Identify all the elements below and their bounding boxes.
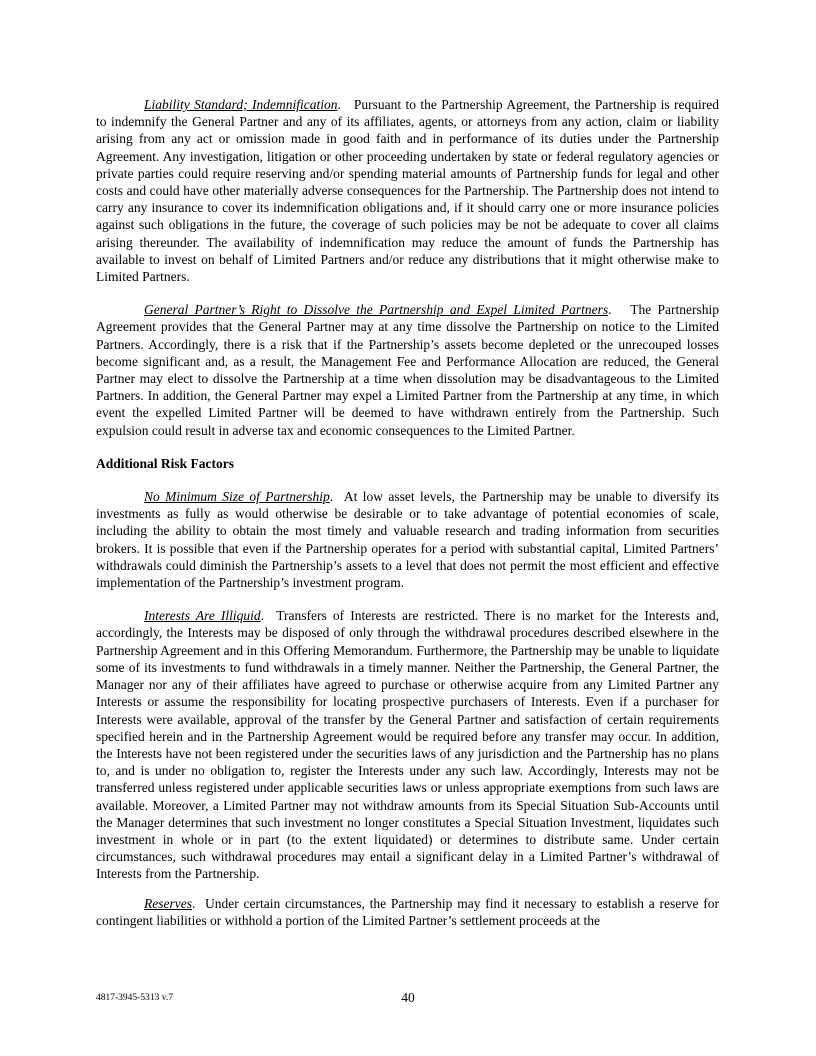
- risk-lead: Reserves: [144, 895, 192, 911]
- risk-lead: No Minimum Size of Partnership: [144, 489, 330, 505]
- additional-risk-factors-heading: Additional Risk Factors: [96, 455, 235, 471]
- risk-body: Transfers of Interests are restricted. There is no market for the Interests and, accordingly, the Interests may be disposed of only through the withdrawal procedures described elsewhere in the Partnership Agreement and in this Offering Memorandum. Furthermore, the Partnership may be unable to liquidate some of its investments to fund withdrawals in a timely manner. Neither the Partnership, the General Partner, the Manager nor any of their affiliates have agreed to purchase or otherwise acquire from any Limited Partner any Interests or assume the responsibility for locating prospective purchasers of Interests. Even if a purchaser for Interests were available, approval of the transfer by the General Partner and satisfaction of certain requirements specified herein and in the Partnership Agreement would be required before any transfer may occur. In addition, the Interests have not been registered under the securities laws of any jurisdiction and the Partnership has no plans to, and is under no obligation to, register the Interests under any such law. Accordingly, Interests may not be transferred unless registered under applicable securities laws or unless appropriate exemptions from such laws are available. Moreover, a Limited Partner may not withdraw amounts from its Special Situation Sub-Accounts until the Manager determines that such investment no longer constitutes a Special Situation Investment, liquidates such investment in whole or in part (to the extent liquidated) or determines to distribute same. Under certain circumstances, such withdrawal procedures may entail a significant delay in a Limited Partner’s withdrawal of Interests from the Partnership.: [96, 608, 720, 882]
- risk-body: Under certain circumstances, the Partnership may find it necessary to establish a reserve for contingent liabilities or withhold a portion of the Limited Partner’s settlement proceeds at the: [96, 895, 719, 928]
- risk-body: At low asset levels, the Partnership may be unable to diversify its investments as fully as would otherwise be desirable or to take advantage of potential economies of scale, including the ability to obtain the most timely and valuable research and trading information from securities brokers. It is possible that even if the Partnership operates for a period with substantial capital, Limited Partners’ withdrawals could diminish the Partnership’s assets to a level that does not permit the most efficient and effective implementation of the Partnership’s investment program.: [96, 489, 719, 591]
- document-page: [96, 96, 719, 945]
- section-lead: Liability Standard; Indemnification: [144, 97, 338, 112]
- section-dissolve-expel: General Partner’s Right to Dissolve the Partnership and Expel Limited Partners. The Partnership Agreement provides that the General Partner may at any time dissolve the Partnership on notice to the Limited Partners. Accordingly, there is a risk that if the Partnership’s assets become depleted or the unrecouped losses become significant and, as a result, the Management Fee and Performance Allocation are reduced, the General Partner may elect to dissolve the Partnership at a time when dissolution may be disadvantageous to the Limited Partners. In addition, the General Partner may expel a Limited Partner from the Partnership at any time, in which event the expelled Limited Partner will be deemed to have withdrawn entirely from the Partnership. Such expulsion could result in adverse tax and economic consequences to the Limited Partner.: [96, 302, 720, 438]
- section-lead: General Partner’s Right to Dissolve the Partnership and Expel Limited Partners: [144, 302, 609, 318]
- page-number: 40: [401, 990, 415, 1005]
- risk-interests-illiquid: Interests Are Illiquid. Transfers of Interests are restricted. There is no market for the Interests and, accordingly, the Interests may be disposed of only through the withdrawal procedures described elsewhere in the Partnership Agreement and in this Offering Memorandum. Furthermore, the Partnership may be unable to liquidate some of its investments to fund withdrawals in a timely manner. Neither the Partnership, the General Partner, the Manager nor any of their affiliates have agreed to purchase or otherwise acquire from any Limited Partner any Interests or assume the responsibility for locating prospective purchasers of Interests. Even if a purchaser for Interests were available, approval of the transfer by the General Partner and satisfaction of certain requirements specified herein and in the Partnership Agreement would be required before any transfer may occur. In addition, the Interests have not been registered under the securities laws of any jurisdiction and the Partnership has no plans to, and is under no obligation to, register the Interests under any such law. Accordingly, Interests may not be transferred unless registered under applicable securities laws or unless appropriate exemptions from such laws are available. Moreover, a Limited Partner may not withdraw amounts from its Special Situation Sub-Accounts until the Manager determines that such investment no longer constitutes a Special Situation Investment, liquidates such investment in whole or in part (to the extent liquidated) or determines to distribute same. Under certain circumstances, such withdrawal procedures may entail a significant delay in a Limited Partner’s withdrawal of Interests from the Partnership.: [96, 608, 720, 882]
- section-body: Pursuant to the Partnership Agreement, the Partnership is required to indemnify the General Partner and any of its affiliates, agents, or attorneys from any action, claim or liability arising from any act or omission made in good faith and in performance of its duties under the Partnership Agreement. Any investigation, litigation or other proceeding undertaken by state or federal regulatory agencies or private parties could require reserving and/or spending material amounts of Partnership funds for legal and other costs and could have other materially adverse consequences for the Partnership. The Partnership does not intend to carry any insurance to cover its indemnification obligations and, if it should carry one or more insurance policies against such obligations in the future, the coverage of such policies may be not be adequate to cover all claims arising thereunder. The availability of indemnification may reduce the amount of funds the Partnership has available to invest on behalf of Limited Partners and/or reduce any distributions that it might otherwise make to Limited Partners.: [96, 97, 720, 285]
- section-body: The Partnership Agreement provides that the General Partner may at any time dissolve the Partnership on notice to the Limited Partners. Accordingly, there is a risk that if the Partnership’s assets become depleted or the unrecouped losses become significant and, as a result, the Management Fee and Performance Allocation are reduced, the General Partner may elect to dissolve the Partnership at a time when dissolution may be disadvantageous to the Limited Partners. In addition, the General Partner may expel a Limited Partner from the Partnership at any time, in which event the expelled Limited Partner will be deemed to have withdrawn entirely from the Partnership. Such expulsion could result in adverse tax and economic consequences to the Limited Partner.: [96, 302, 720, 438]
- risk-no-minimum-size: No Minimum Size of Partnership. At low asset levels, the Partnership may be unable to diversify its investments as fully as would otherwise be desirable or to take advantage of potential economies of scale, including the ability to obtain the most timely and valuable research and trading information from securities brokers. It is possible that even if the Partnership operates for a period with substantial capital, Limited Partners’ withdrawals could diminish the Partnership’s assets to a level that does not permit the most efficient and effective implementation of the Partnership’s investment program.: [96, 489, 719, 591]
- risk-lead: Interests Are Illiquid: [144, 608, 261, 624]
- section-liability-indemnification: Liability Standard; Indemnification. Pursuant to the Partnership Agreement, the Partnership is required to indemnify the General Partner and any of its affiliates, agents, or attorneys from any action, claim or liability arising from any act or omission made in good faith and in performance of its duties under the Partnership Agreement. Any investigation, litigation or other proceeding undertaken by state or federal regulatory agencies or private parties could require reserving and/or spending material amounts of Partnership funds for legal and other costs and could have other materially adverse consequences for the Partnership. The Partnership does not intend to carry any insurance to cover its indemnification obligations and, if it should carry one or more insurance policies against such obligations in the future, the coverage of such policies may be not be adequate to cover all claims arising thereunder. The availability of indemnification may reduce the amount of funds the Partnership has available to invest on behalf of Limited Partners and/or reduce any distributions that it might otherwise make to Limited Partners.: [96, 97, 720, 285]
- document-id: 4817-3945-5313 v.7: [96, 993, 173, 1003]
- risk-reserves: Reserves. Under certain circumstances, the Partnership may find it necessary to establish a reserve for contingent liabilities or withhold a portion of the Limited Partner’s settlement proceeds at the: [96, 895, 719, 928]
